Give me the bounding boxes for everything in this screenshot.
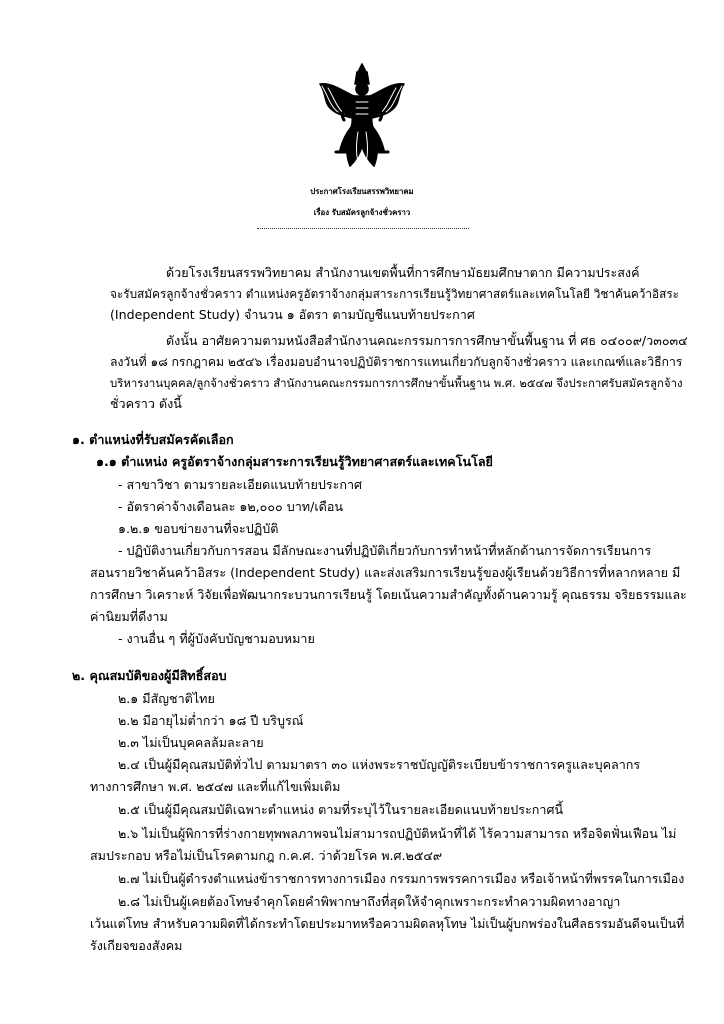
section-1-1-heading: ๑.๑ ตำแหน่ง ครูอัตราจ้างกลุ่มสาระการเรียนรู้วิทยาศาสตร์และเทคโนโลยี <box>96 454 493 469</box>
qualification-item: เว้นแต่โทษ สำหรับความผิดที่ได้กระทำโดยประมาทหรือความผิดลหุโทษ ไม่เป็นผู้บกพร่องในศีลธรรมอันดีจนเป็นที่ <box>90 916 685 931</box>
intro-line: ด้วยโรงเรียนสรรพวิทยาคม สำนักงานเขตพื้นที่การศึกษามัธยมศึกษาตาก มีความประสงค์ <box>166 265 640 280</box>
duty-line: สอนรายวิชาค้นคว้าอิสระ (Independent Study) และส่งเสริมการเรียนรู้ของผู้เรียนด้วยวิธีการที่หลากหลาย มี <box>90 565 681 580</box>
intro-line: (Independent Study) จำนวน ๑ อัตรา ตามบัญชีแนบท้ายประกาศ <box>110 307 475 322</box>
scope-heading: ๑.๒.๑ ขอบข่ายงานที่จะปฏิบัติ <box>118 521 279 536</box>
other-duty-line: - งานอื่น ๆ ที่ผู้บังคับบัญชามอบหมาย <box>118 631 315 646</box>
qualification-item: ๒.๑ มีสัญชาติไทย <box>118 691 215 706</box>
authority-line: ลงวันที่ ๑๘ กรกฎาคม ๒๕๔๖ เรื่องมอบอำนาจปฏิบัติราชการแทนเกี่ยวกับลูกจ้างชั่วคราว และเกณฑ์และวิธีการ <box>110 355 683 369</box>
authority-line: บริหารงานบุคคล/ลูกจ้างชั่วคราว สำนักงานคณะกรรมการการศึกษาขั้นพื้นฐาน พ.ศ. ๒๕๔๗ จึงประกาศรับสมัครลูกจ้าง <box>110 376 683 390</box>
qualification-item: ๒.๘ ไม่เป็นผู้เคยต้องโทษจำคุกโดยคำพิพากษาถึงที่สุดให้จำคุกเพราะกระทำความผิดทางอาญา <box>118 894 621 909</box>
wage-line: - อัตราค่าจ้างเดือนละ ๑๒,๐๐๐ บาท/เดือน <box>118 499 343 514</box>
qualification-item: ๒.๒ มีอายุไม่ต่ำกว่า ๑๘ ปี บริบูรณ์ <box>118 713 304 728</box>
qualification-item: ๒.๔ เป็นผู้มีคุณสมบัติทั่วไป ตามมาตรา ๓๐ แห่งพระราชบัญญัติระเบียบข้าราชการครูและบุคลากร <box>118 757 641 772</box>
section-1-heading: ๑. ตำแหน่งที่รับสมัครคัดเลือก <box>72 432 234 447</box>
title-divider <box>257 228 469 229</box>
duty-line: - ปฏิบัติงานเกี่ยวกับการสอน มีลักษณะงานที่ปฏิบัติเกี่ยวกับการทำหน้าที่หลักด้านการจัดการเรียนการ <box>118 543 652 558</box>
duty-line: การศึกษา วิเคราะห์ วิจัยเพื่อพัฒนากระบวนการเรียนรู้ โดยเน้นความสำคัญทั้งด้านความรู้ คุณธรรม จริยธรรมและ <box>90 587 687 602</box>
garuda-emblem-icon <box>314 62 410 174</box>
qualification-item: รังเกียจของสังคม <box>90 938 183 953</box>
qualification-item: ๒.๖ ไม่เป็นผู้พิการที่ร่างกายทุพพลภาพจนไม่สามารถปฏิบัติหน้าที่ได้ ไร้ความสามารถ หรือจิตฟั่นเฟือน ไม่ <box>118 826 677 841</box>
authority-line: ดังนั้น อาศัยความตามหนังสือสำนักงานคณะกรรมการการศึกษาขั้นพื้นฐาน ที่ ศธ ๐๔๐๐๙/ว๓๐๓๔ <box>166 333 688 348</box>
announcement-title: ประกาศโรงเรียนสรรพวิทยาคม <box>310 187 414 196</box>
duty-line: ค่านิยมที่ดีงาม <box>90 609 168 624</box>
intro-line: จะรับสมัครลูกจ้างชั่วคราว ตำแหน่งครูอัตราจ้างกลุ่มสาระการเรียนรู้วิทยาศาสตร์และเทคโนโลยี วิชาค้นคว้าอิสระ <box>110 287 680 301</box>
authority-line: ชั่วคราว ดังนี้ <box>110 396 182 411</box>
qualification-item: ๒.๕ เป็นผู้มีคุณสมบัติเฉพาะตำแหน่ง ตามที่ระบุไว้ในรายละเอียดแนบท้ายประกาศนี้ <box>118 802 564 817</box>
qualification-item: สมประกอบ หรือไม่เป็นโรคตามกฎ ก.ค.ศ. ว่าด้วยโรค พ.ศ.๒๕๔๙ <box>90 848 443 863</box>
section-2-heading: ๒. คุณสมบัติของผู้มีสิทธิ์สอบ <box>72 668 227 683</box>
announcement-subject: เรื่อง รับสมัครลูกจ้างชั่วคราว <box>313 208 411 217</box>
field-line: - สาขาวิชา ตามรายละเอียดแนบท้ายประกาศ <box>118 477 363 492</box>
qualification-item: ทางการศึกษา พ.ศ. ๒๕๔๗ และที่แก้ไขเพิ่มเติม <box>90 779 341 794</box>
qualification-item: ๒.๓ ไม่เป็นบุคคลล้มละลาย <box>118 735 264 750</box>
qualification-item: ๒.๗ ไม่เป็นผู้ดำรงตำแหน่งข้าราชการทางการเมือง กรรมการพรรคการเมือง หรือเจ้าหน้าที่พรรคในการเมือง <box>118 871 685 886</box>
